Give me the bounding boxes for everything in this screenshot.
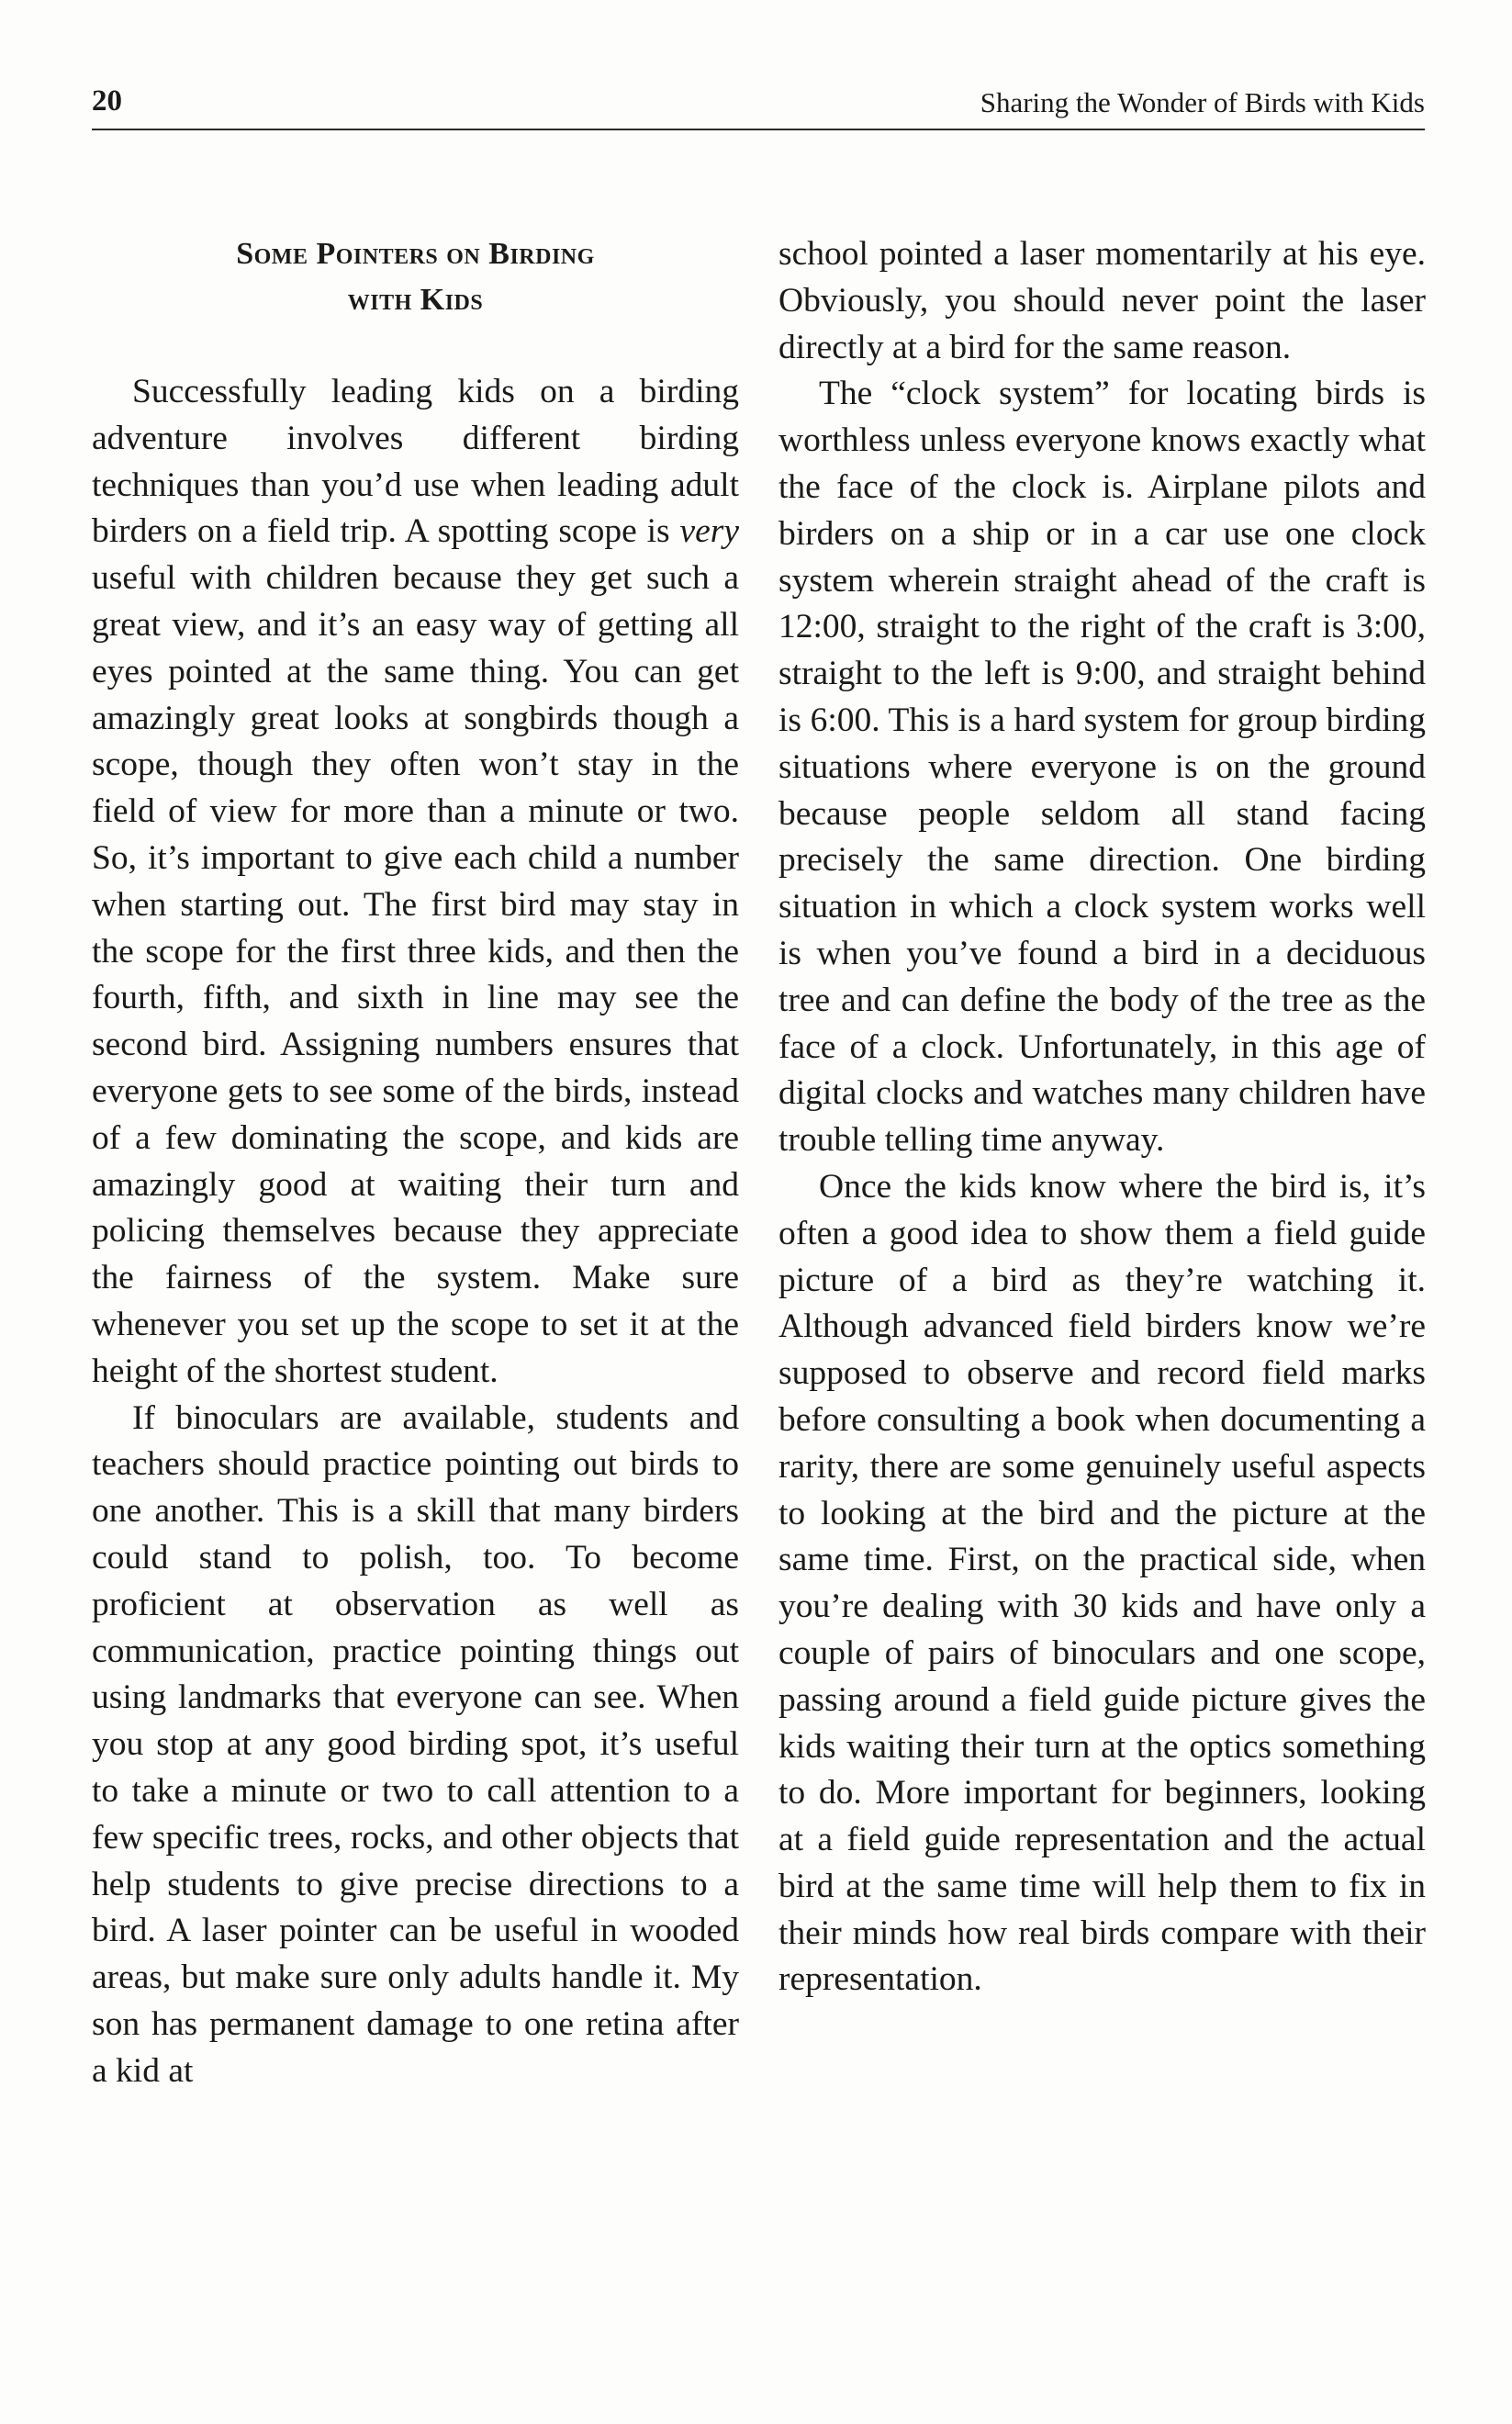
left-column	[92, 231, 739, 2094]
paragraph-field-guide: Once the kids know where the bird is, it’s often a good idea to show them a field guide picture of a bird as they’re watching it. Although advanced field birders know we’re supposed to observe and record field marks before consulting a book when documenting a rarity, there are some genuinely useful aspects to looking at the bird and the picture at the same time. First, on the practical side, when you’re dealing with 30 kids and have only a couple of pairs of binoculars and one scope, passing around a field guide picture gives the kids waiting their turn at the optics something to do. More important for beginners, looking at a field guide representation and the actual bird at the same time will help them to fix in their minds how real birds compare with their representation.	[778, 1167, 1426, 1999]
running-title: Sharing the Wonder of Birds with Kids	[980, 86, 1425, 118]
paragraph-clock-system: The “clock system” for locating birds is worthless unless everyone knows exactly what the face of the clock is. Airplane pilots and birders on a ship or in a car use one clock system wherein straight ahead of the craft is 12:00, straight to the right of the craft is 3:00, straight to the left is 9:00, and straight behind is 6:00. This is a hard system for group birding situations where everyone is on the ground because people seldom all stand facing precisely the same direction. One birding situation in which a clock system works well is when you’ve found a bird in a deciduous tree and can define the body of the tree as the face of a clock. Unfortunately, in this age of digital clocks and watches many children have trouble telling time anyway.	[778, 375, 1426, 1160]
section-heading-line-2: with Kids	[347, 283, 484, 317]
page-number: 20	[92, 84, 122, 118]
section-heading-line-1: Some Pointers on Birding	[236, 237, 595, 271]
right-column	[778, 231, 1426, 2003]
section-heading	[92, 231, 739, 323]
paragraph-scope-end: useful with children because they get such a great view, and it’s an easy way of getting all eyes pointed at the same thing. You can get amazingly great looks at songbirds though a scope, though they often won’t stay in the field of view for more than a minute or two. So, it’s important to give each child a number when starting out. The first bird may stay in the scope for the first three kids, and then the fourth, fifth, and sixth in line may see the second bird. Assigning numbers ensures that everyone gets to see some of the birds, instead of a few dominating the scope, and kids are amazingly good at waiting their turn and policing themselves because they appreciate the fairness of the system. Make sure whenever you set up the scope to set it at the height of the shortest student.	[92, 559, 739, 1390]
paragraph-scope	[92, 369, 739, 1396]
paragraph-binoculars-continued: school pointed a laser momentarily at his eye. Obviously, you should never point the laser directly at a bird for the same reason.	[778, 235, 1426, 366]
paragraph-binoculars: If binoculars are available, students and teachers should practice pointing out birds to one another. This is a skill that many birders could stand to polish, too. To become proficient at observation as well as communication, practice pointing things out using landmarks that everyone can see. When you stop at any good birding spot, it’s useful to take a minute or two to call attention to a few specific trees, rocks, and other objects that help students to give precise directions to a bird. A laser pointer can be useful in wooded areas, but make sure only adults handle it. My son has permanent damage to one retina after a kid at	[92, 1398, 739, 2090]
emphasis-very: very	[679, 512, 739, 551]
running-header	[92, 81, 1425, 130]
paragraph-scope-start: Successfully leading kids on a birding adventure involves different birding techniques than you’d use when leading adult birders on a field trip. A spotting scope is	[92, 373, 739, 551]
